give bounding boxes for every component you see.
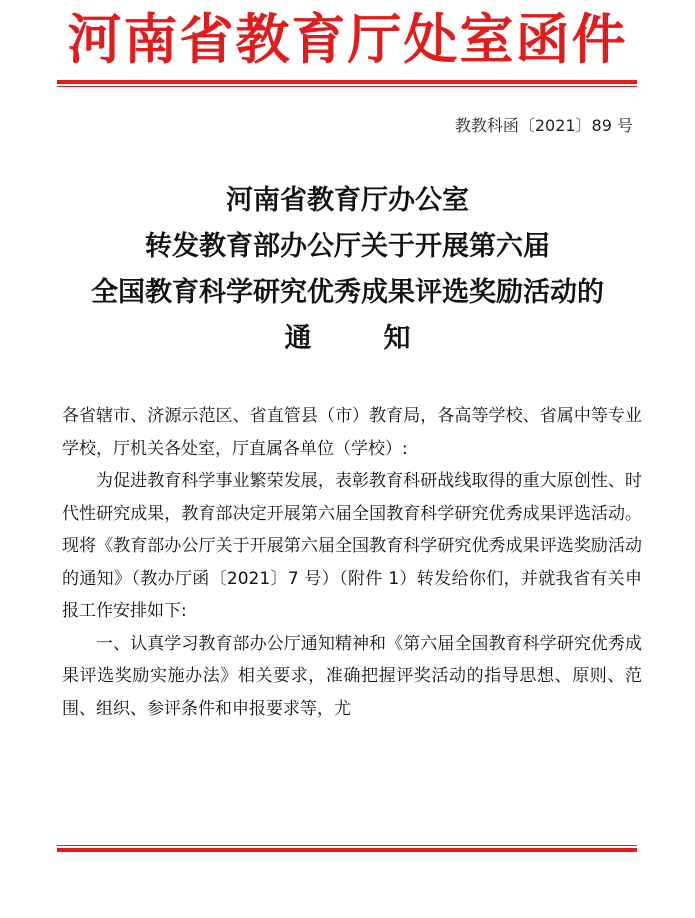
title-notice-char-1: 通 — [284, 323, 312, 354]
title-line-3: 全国教育科学研究优秀成果评选奖励活动的 — [91, 277, 604, 308]
title-line-1: 河南省教育厅办公室 — [226, 185, 469, 216]
title-line-2: 转发教育部办公厅关于开展第六届 — [145, 231, 550, 262]
body-paragraph-2: 一、认真学习教育部办公厅通知精神和《第六届全国教育科学研究优秀成果评选奖励实施办法》相关要求，准确把握评奖活动的指导思想、原则、范围、组织、参评条件和申报要求等，尤 — [62, 633, 642, 719]
masthead-title: 河南省教育厅处室函件 — [67, 7, 628, 71]
masthead-red-rule-thick — [57, 80, 637, 84]
document-number: 教教科函〔2021〕89 号 — [454, 116, 633, 135]
notice-title — [0, 178, 695, 362]
masthead-red-rule-thin — [57, 86, 637, 87]
footer-red-rule-thick — [57, 848, 637, 852]
salutation-paragraph: 各省辖市、济源示范区、省直管县（市）教育局，各高等学校、省属中等专业学校，厅机关各处室，厅直属各单位（学校）: — [62, 406, 642, 459]
title-notice-char-2: 知 — [383, 323, 411, 354]
notice-body — [62, 400, 642, 725]
body-paragraph-1: 为促进教育科学事业繁荣发展，表彰教育科研战线取得的重大原创性、时代性研究成果，教育部决定开展第六届全国教育科学研究优秀成果评选活动。现将《教育部办公厅关于开展第六届全国教育科学研究优秀成果评选奖励活动的通知》（教办厅函〔2021〕7 号）（附件 1）转发给你们，并就我省有关申报工作安排如下: — [62, 471, 642, 621]
footer-red-rule-thin — [57, 845, 637, 846]
title-line-4 — [0, 316, 695, 362]
